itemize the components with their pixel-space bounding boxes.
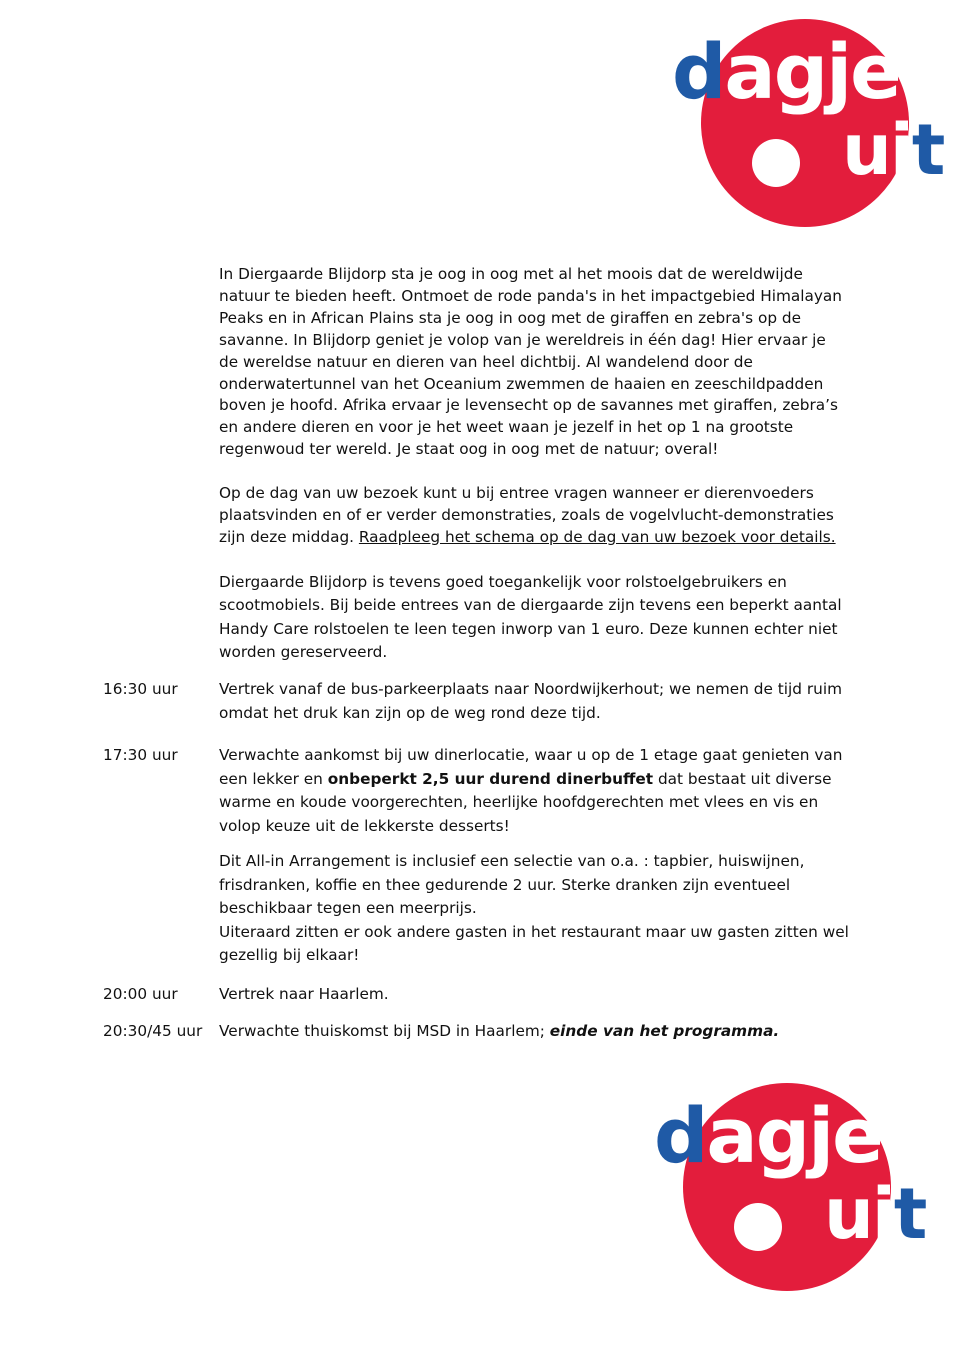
schedule-link[interactable]: Raadpleeg het schema op de dag van uw bezoek voor details.: [358, 527, 836, 546]
intro-paragraph-visit: [219, 483, 849, 549]
schedule-description: Verwachte thuiskomst bij MSD in Haarlem; einde van het programma.: [219, 1022, 780, 1040]
schedule-time: 16:30 uur: [103, 680, 178, 698]
dinner-buffet-highlight: onbeperkt 2,5 uur durend dinerbuffet: [327, 769, 654, 788]
dagje-uit-logo-top: [672, 18, 948, 232]
arrangement-paragraph: Dit All-in Arrangement is inclusief een selectie van o.a. : tapbier, huiswijnen, frisdranken, koffie en thee gedurende 2 uur. Sterke dranken zijn eventueel beschikbaar tegen een meerprijs.: [219, 852, 805, 917]
intro-paragraph-blijdorp: In Diergaarde Blijdorp sta je oog in oog met al het moois dat de wereldwijde natuur te bieden heeft. Ontmoet de rode panda's in het impactgebied Himalayan Peaks en in African Plains sta je oog in oog met de giraffen en zebra's op de savanne. In Blijdorp geniet je volop van je wereldreis in één dag! Hier ervaar je de wereldse natuur en dieren van heel dichtbij. Al wandelend door de onderwatertunnel van het Oceanium zwemmen de haaien en zeeschildpadden boven je hoofd. Afrika ervaar je levensecht op de savannes met giraffen, zebra’s en andere dieren en voor je het weet waan je jezelf in het op 1 na grootste regenwoud ter wereld. Je staat oog in oog met de natuur; overal!: [219, 265, 842, 459]
schedule-row: [103, 983, 863, 1007]
schedule-description: Vertrek naar Haarlem.: [219, 985, 389, 1003]
logo-white-dot: [734, 1203, 782, 1251]
logo-letter-t: t: [893, 1173, 926, 1255]
logo-letter-t: t: [911, 109, 944, 191]
schedule-time: 20:00 uur: [103, 985, 178, 1003]
logo-graphic: [654, 1080, 930, 1294]
dagje-uit-logo-bottom: [654, 1080, 930, 1294]
visit-text: Op de dag van uw bezoek kunt u bij entree vragen wanneer er dierenvoeders plaatsvinden en of er verder demonstraties, zoals de vogelvlucht-demonstraties zijn deze middag.: [219, 484, 834, 546]
guests-paragraph: Uiteraard zitten er ook andere gasten in het restaurant maar uw gasten zitten wel gezellig bij elkaar!: [219, 922, 849, 964]
logo-letter-d: d: [654, 1091, 707, 1180]
logo-letter-d: d: [672, 27, 725, 116]
schedule-description: [219, 744, 849, 968]
logo-letters-agje: agje: [706, 1091, 882, 1180]
dinner-paragraph: Verwachte aankomst bij uw dinerlocatie, waar u op de 1 etage gaat genieten van een lekker en onbeperkt 2,5 uur durend dinerbuffet dat bestaat uit diverse warme en koude voorgerechten, heerlijke hoofdgerechten met vlees en vis en volop keuze uit de lekkerste desserts!: [219, 746, 843, 835]
logo-letters-ui: ui: [824, 1173, 894, 1255]
logo-graphic: [672, 18, 948, 232]
end-of-program: einde van het programma.: [549, 1022, 780, 1040]
schedule-description: Vertrek vanaf de bus-parkeerplaats naar Noordwijkerhout; we nemen de tijd ruim omdat het druk kan zijn op de weg rond deze tijd.: [219, 680, 842, 722]
schedule-time: 17:30 uur: [103, 746, 178, 764]
logo-word-dagje: [654, 1091, 882, 1180]
logo-word-dagje: [672, 27, 900, 116]
logo-word-uit: [824, 1173, 926, 1255]
intro-paragraph-accessibility: Diergaarde Blijdorp is tevens goed toegankelijk voor rolstoelgebruikers en scootmobiels. Bij beide entrees van de diergaarde zijn tevens een beperkt aantal Handy Care rolstoelen te leen tegen inworp van 1 euro. Deze kunnen echter niet worden gereserveerd.: [219, 573, 842, 662]
logo-letters-ui: ui: [842, 109, 912, 191]
schedule-row: [103, 678, 863, 725]
logo-letters-agje: agje: [724, 27, 900, 116]
schedule-row: [103, 744, 863, 968]
logo-word-uit: [842, 109, 944, 191]
schedule-time: 20:30/45 uur: [103, 1022, 203, 1040]
schedule-row: [103, 1020, 863, 1044]
logo-white-dot: [752, 139, 800, 187]
